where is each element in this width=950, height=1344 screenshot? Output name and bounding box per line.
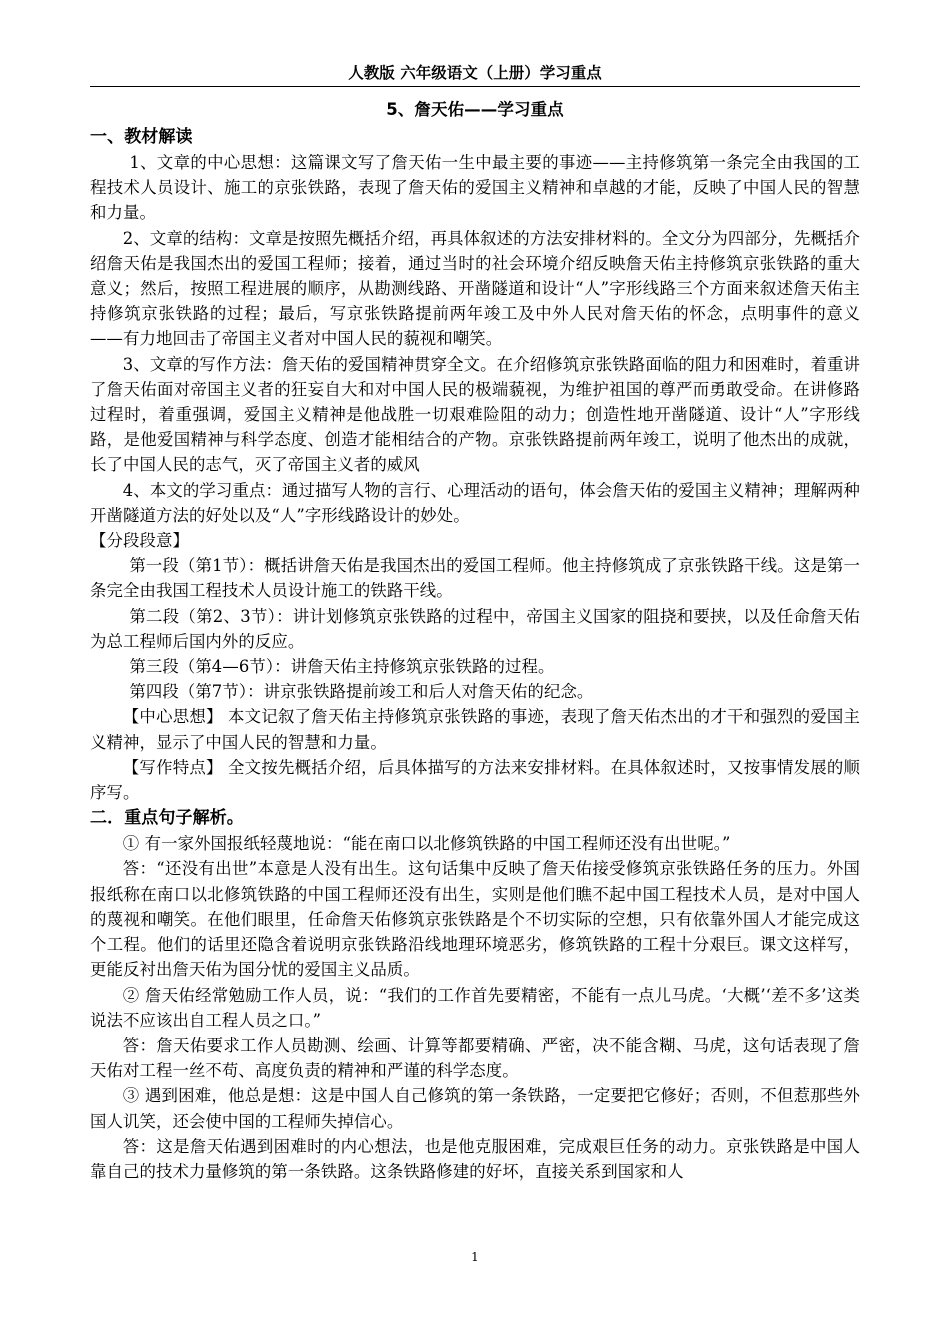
sentence-3: ③ 遇到困难，他总是想：这是中国人自己修筑的第一条铁路，一定要把它修好；否则，不但惹那些外国人讥笑，还会使中国的工程师失掉信心。 <box>90 1086 860 1131</box>
page-number: 1 <box>471 1250 479 1264</box>
paragraph-center-idea: 1、文章的中心思想：这篇课文写了詹天佑一生中最主要的事迹——主持修筑第一条完全由我国的工程技术人员设计、施工的京张铁路，表现了詹天佑的爱国主义精神和卓越的才能，反映了中国人民的智慧和力量。 <box>90 153 860 223</box>
paragraph-key-points: 4、本文的学习重点：通过描写人物的言行、心理活动的语句，体会詹天佑的爱国主义精神；理解两种开凿隧道方法的好处以及“人”字形线路设计的妙处。 <box>90 480 860 525</box>
section-heading-1: 一、教材解读 <box>90 127 193 147</box>
duan-item-4: 第四段（第7节）：讲京张铁路提前竣工和后人对詹天佑的纪念。 <box>129 682 594 702</box>
sentence-1: ① 有一家外国报纸轻蔑地说：“能在南口以北修筑铁路的中国工程师还没有出世呢。” <box>122 834 731 854</box>
writing-feature-block: 【写作特点】 全文按先概括介绍，后具体描写的方法来安排材料。在具体叙述时，又按事情发展的顺序写。 <box>90 757 860 803</box>
answer-2: 答：詹天佑要求工作人员勘测、绘画、计算等都要精确、严密，决不能含糊、马虎，这句话表现了詹天佑对工程一丝不苟、高度负责的精神和严谨的科学态度。 <box>90 1035 860 1081</box>
paragraph-writing-method: 3、文章的写作方法：詹天佑的爱国精神贯穿全文。在介绍修筑京张铁路面临的阻力和困难时，着重讲了詹天佑面对帝国主义者的狂妄自大和对中国人民的极端藐视，为维护祖国的尊严而勇敢受命。在讲修路过程时，着重强调，爱国主义精神是他战胜一切艰难险阻的动力；创造性地开凿隧道、设计“人”字形线路，是他爱国精神与科学态度、创造才能相结合的产物。京张铁路提前两年竣工，说明了他杰出的成就，长了中国人民的志气，灭了帝国主义者的威风 <box>90 354 860 475</box>
duan-item-3: 第三段（第4—6节）：讲詹天佑主持修筑京张铁路的过程。 <box>129 657 555 677</box>
paragraph-structure: 2、文章的结构：文章是按照先概括介绍，再具体叙述的方法安排材料的。全文分为四部分，先概括介绍詹天佑是我国杰出的爱国工程师；接着，通过当时的社会环境介绍反映詹天佑主持修筑京张铁路的重大意义；然后，按照工程进展的顺序，从勘测线路、开凿隧道和设计“人”字形线路三个方面来叙述詹天佑主持修筑京张铁路的过程；最后，写京张铁路提前两年竣工及中外人民对詹天佑的怀念，点明事件的意义——有力地回击了帝国主义者对中国人民的藐视和嘲笑。 <box>90 228 860 349</box>
lesson-title: 5、詹天佑——学习重点 <box>386 100 564 119</box>
sentence-2: ② 詹天佑经常勉励工作人员，说：“我们的工作首先要精密，不能有一点儿马虎。‘大概’‘差不多’这类说法不应该出自工程人员之口。” <box>90 985 860 1030</box>
center-idea-block: 【中心思想】 本文记叙了詹天佑主持修筑京张铁路的事迹，表现了詹天佑杰出的才干和强烈的爱国主义精神，显示了中国人民的智慧和力量。 <box>90 707 860 752</box>
answer-3: 答：这是詹天佑遇到困难时的内心想法，也是他克服困难，完成艰巨任务的动力。京张铁路是中国人靠自己的技术力量修筑的第一条铁路。这条铁路修建的好坏，直接关系到国家和人 <box>90 1136 860 1181</box>
duan-label: 【分段段意】 <box>90 531 189 551</box>
running-header: 人教版 六年级语文（上册）学习重点 <box>348 64 602 82</box>
section-heading-2: 二．重点句子解析。 <box>90 808 244 829</box>
answer-1: 答：“还没有出世”本意是人没有出生。这句话集中反映了詹天佑接受修筑京张铁路任务的压力。外国报纸称在南口以北修筑铁路的中国工程师还没有出生，实则是他们瞧不起中国工程技术人员，是对中国人的蔑视和嘲笑。在他们眼里，任命詹天佑修筑京张铁路是个不切实际的空想，只有依靠外国人才能完成这个工程。他们的话里还隐含着说明京张铁路沿线地理环境恶劣，修筑铁路的工程十分艰巨。课文这样写，更能反衬出詹天佑为国分忧的爱国主义品质。 <box>90 859 860 980</box>
duan-item-1: 第一段（第1节）：概括讲詹天佑是我国杰出的爱国工程师。他主持修筑成了京张铁路干线。这是第一条完全由我国工程技术人员设计施工的铁路干线。 <box>90 556 860 601</box>
document-body <box>90 96 860 1184</box>
header-rule <box>90 86 860 87</box>
duan-item-2: 第二段（第2、3节）：讲计划修筑京张铁路的过程中，帝国主义国家的阻挠和要挟，以及任命詹天佑为总工程师后国内外的反应。 <box>90 606 860 651</box>
